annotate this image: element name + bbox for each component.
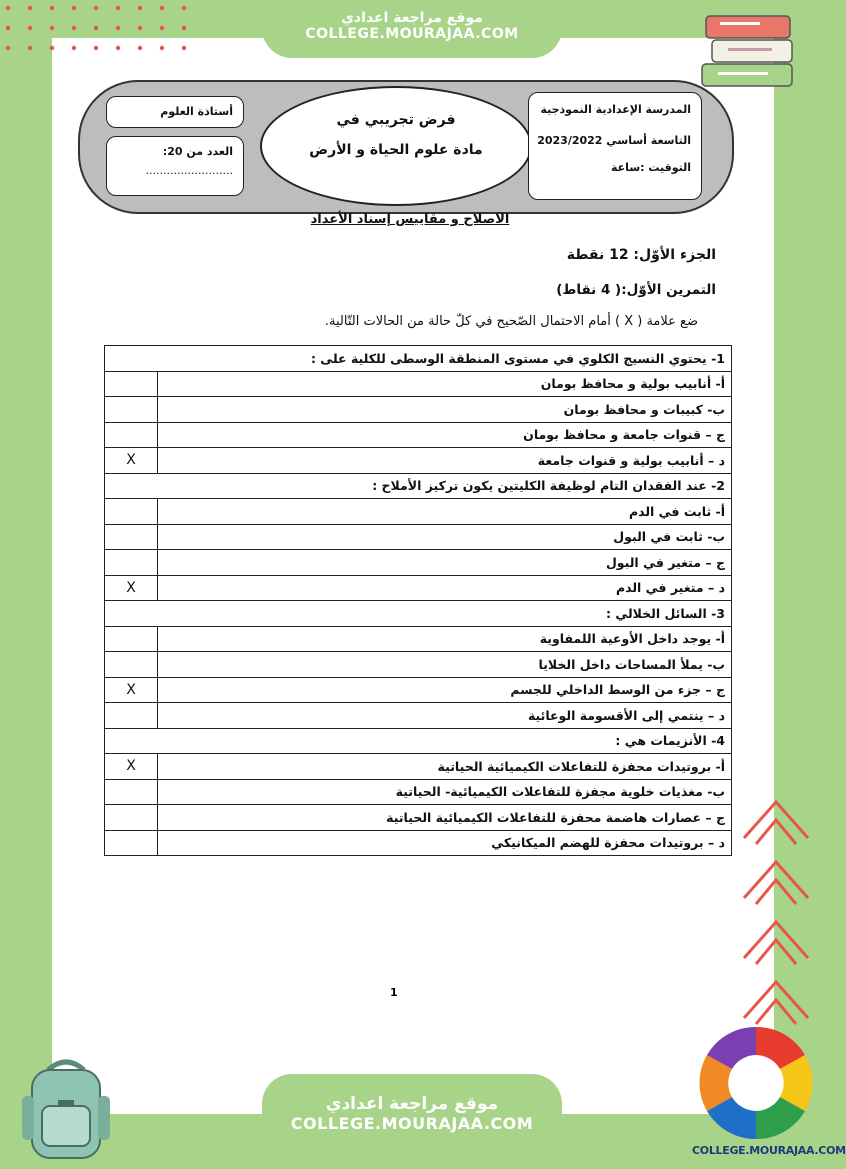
option-row <box>105 575 732 601</box>
bottom-banner[interactable] <box>262 1074 562 1169</box>
option-row <box>105 550 732 576</box>
option-row <box>105 830 732 856</box>
instruction-text: ضع علامة ( X ) أمام الاحتمال الصّحيح في كلّ حالة من الحالات التّالية. <box>324 314 698 329</box>
option-row <box>105 652 732 678</box>
banner-arabic-bottom: موقع مراجعة اعدادي <box>325 1094 499 1114</box>
option-row <box>105 499 732 525</box>
option-text: ج – جزء من الوسط الداخلي للجسم <box>158 677 732 703</box>
answer-mark-cell[interactable] <box>105 371 158 397</box>
option-text: ج – عصارات هاضمة محفزة للتفاعلات الكيميائية الحياتية <box>158 805 732 831</box>
question-row <box>105 346 732 372</box>
answer-mark-cell[interactable] <box>105 652 158 678</box>
exercise-heading: التمرين الأوّل:( 4 نقاط) <box>556 282 716 298</box>
option-text: أ- أنابيب بولية و محافظ بومان <box>158 371 732 397</box>
option-row <box>105 448 732 474</box>
option-text: ب- ثابت في البول <box>158 524 732 550</box>
question-text: 3- السائل الخلالي : <box>105 601 732 627</box>
question-text: 1- يحتوي النسيج الكلوي في مستوى المنطقة الوسطى للكلية على : <box>105 346 732 372</box>
school-name: المدرسة الإعدادية النموذجية <box>540 103 691 116</box>
option-text: د – متغير في الدم <box>158 575 732 601</box>
option-row <box>105 754 732 780</box>
answer-mark-cell[interactable] <box>105 805 158 831</box>
answer-mark-cell[interactable] <box>105 779 158 805</box>
option-row <box>105 397 732 423</box>
grade-label: العدد من 20: <box>162 145 233 158</box>
teacher-label: أستاذة العلوم <box>160 105 233 118</box>
question-row <box>105 473 732 499</box>
answer-mark-cell[interactable] <box>105 550 158 576</box>
option-row <box>105 779 732 805</box>
part-heading: الجزء الأوّل: 12 نقطة <box>566 247 716 263</box>
chevron-up-icon <box>738 792 814 848</box>
answer-mark-cell[interactable] <box>105 422 158 448</box>
option-row <box>105 422 732 448</box>
exam-header <box>78 80 734 214</box>
answer-mark-cell[interactable] <box>105 703 158 729</box>
answer-mark-cell[interactable] <box>105 626 158 652</box>
answer-mark-cell[interactable]: X <box>105 448 158 474</box>
question-row <box>105 601 732 627</box>
answer-mark-cell[interactable]: X <box>105 754 158 780</box>
chevron-up-icon <box>738 972 814 1028</box>
chevron-up-icon <box>738 912 814 968</box>
option-row <box>105 703 732 729</box>
top-banner[interactable] <box>262 0 562 58</box>
grade-box <box>106 136 244 196</box>
teacher-box <box>106 96 244 128</box>
question-text: 2- عند الفقدان التام لوظيفة الكليتين يكون تركيز الأملاح : <box>105 473 732 499</box>
answer-mark-cell[interactable] <box>105 397 158 423</box>
test-title: فرض تجريبي في <box>336 112 456 128</box>
doc-title: الاصلاح و مقاييس إسناد الأعداد <box>310 212 510 227</box>
option-row <box>105 524 732 550</box>
level-year: التاسعة أساسي 2023/2022 <box>537 134 691 147</box>
option-text: د – أنابيب بولية و قنوات جامعة <box>158 448 732 474</box>
chevron-up-icon <box>738 852 814 908</box>
option-text: د – بروتيدات محفزة للهضم الميكانيكي <box>158 830 732 856</box>
answer-mark-cell[interactable] <box>105 524 158 550</box>
option-text: ب- مغذيات خلوية مجفزة للتفاعلات الكيميائية- الحياتية <box>158 779 732 805</box>
title-ellipse <box>260 86 532 206</box>
option-text: ج – متغير في البول <box>158 550 732 576</box>
option-text: ج – قنوات جامعة و محافظ بومان <box>158 422 732 448</box>
answer-mark-cell[interactable]: X <box>105 677 158 703</box>
page-number: 1 <box>390 986 398 999</box>
option-row <box>105 677 732 703</box>
banner-arabic: موقع مراجعة اعدادي <box>341 10 483 26</box>
decorative-dots <box>0 0 200 60</box>
books-icon <box>698 10 802 94</box>
option-text: أ- بروتيدات محفزة للتفاعلات الكيميائية الحياتية <box>158 754 732 780</box>
option-text: ب- يملأ المساحات داخل الخلايا <box>158 652 732 678</box>
answer-mark-cell[interactable] <box>105 830 158 856</box>
option-text: أ- ثابت في الدم <box>158 499 732 525</box>
education-wheel-logo <box>694 1024 818 1142</box>
subject-title: مادة علوم الحياة و الأرض <box>309 142 483 158</box>
grade-blank: ......................... <box>145 164 233 177</box>
footer-logo-text[interactable]: COLLEGE.MOURAJAA.COM <box>692 1144 846 1157</box>
option-row <box>105 805 732 831</box>
answer-mark-cell[interactable] <box>105 499 158 525</box>
option-text: ب- كبيبات و محافظ بومان <box>158 397 732 423</box>
school-box <box>528 92 702 200</box>
answer-mark-cell[interactable]: X <box>105 575 158 601</box>
option-text: د – ينتمي إلى الأقسومة الوعائية <box>158 703 732 729</box>
answers-table <box>104 345 732 856</box>
option-row <box>105 371 732 397</box>
banner-url-bottom[interactable]: COLLEGE.MOURAJAA.COM <box>290 1114 534 1133</box>
backpack-icon <box>18 1052 114 1164</box>
option-text: أ- يوجد داخل الأوعية اللمفاوية <box>158 626 732 652</box>
option-row <box>105 626 732 652</box>
question-row <box>105 728 732 754</box>
banner-url[interactable]: COLLEGE.MOURAJAA.COM <box>305 26 519 42</box>
timing: التوقيت :ساعة <box>611 161 691 174</box>
question-text: 4- الأنزيمات هي : <box>105 728 732 754</box>
